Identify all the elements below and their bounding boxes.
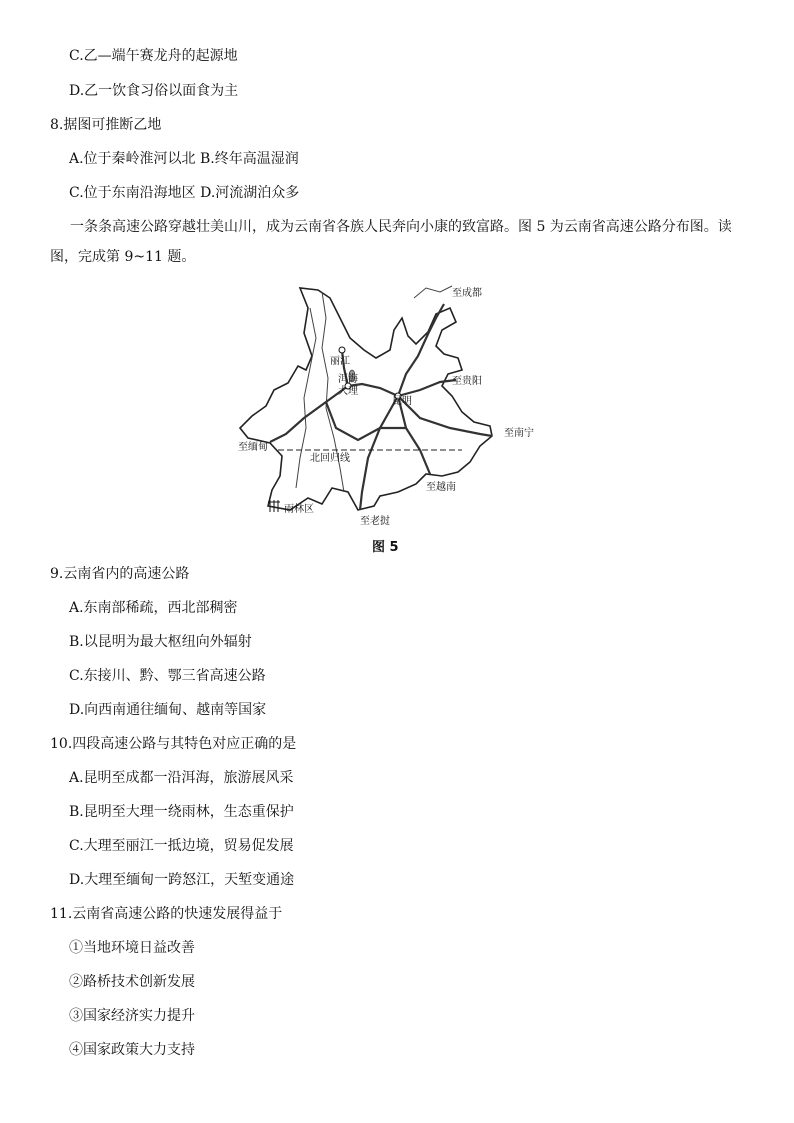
- label-chengdu: 至成都: [452, 288, 482, 299]
- q8-options-ab: A.位于秦岭淮河以北 B.终年高温湿润: [69, 151, 299, 167]
- rainforest-icon: [268, 500, 280, 512]
- q10-option-d: D.大理至缅甸一跨怒江，天堑变通途: [69, 872, 295, 888]
- intro-paragraph: 一条条高速公路穿越壮美山川，成为云南省各族人民奔向小康的致富路。图 5 为云南省高速公路分布图。读图，完成第 9~11 题。: [50, 219, 732, 265]
- q10-option-c: C.大理至丽江一抵边境，贸易促发展: [69, 838, 294, 854]
- q11-stem: 11.云南省高速公路的快速发展得益于: [50, 906, 283, 922]
- q11-item-1: ①当地环境日益改善: [69, 940, 195, 956]
- label-laos: 至老挝: [360, 516, 390, 527]
- river-line: [414, 286, 452, 298]
- q9-option-a: A.东南部稀疏，西北部稠密: [69, 600, 238, 616]
- yunnan-highway-map: [230, 278, 534, 527]
- highway-kunming-guiyang: [398, 380, 456, 396]
- q7-option-c: C.乙—端午赛龙舟的起源地: [69, 48, 238, 64]
- q10-stem: 10.四段高速公路与其特色对应正确的是: [50, 736, 297, 752]
- label-guiyang: 至贵阳: [452, 376, 482, 387]
- label-erhai: 洱海: [338, 374, 358, 385]
- highway-kunming-vietnam: [398, 396, 430, 474]
- lijiang-marker: [339, 347, 345, 353]
- q9-option-d: D.向西南通往缅甸、越南等国家: [69, 702, 267, 718]
- label-dali: 大理: [338, 386, 358, 397]
- q11-item-3: ③国家经济实力提升: [69, 1008, 195, 1024]
- q10-option-b: B.昆明至大理一绕雨林，生态重保护: [69, 804, 294, 820]
- label-vietnam: 至越南: [426, 482, 456, 493]
- label-tropic: 北回归线: [310, 453, 350, 464]
- q8-stem: 8.据图可推断乙地: [50, 117, 162, 133]
- highway-kunming-nanning: [398, 396, 492, 436]
- q7-option-d: D.乙一饮食习俗以面食为主: [69, 83, 239, 99]
- q9-option-b: B.以昆明为最大枢纽向外辐射: [69, 634, 252, 650]
- figure-caption: 图 5: [372, 540, 399, 555]
- highway-loop: [326, 402, 406, 440]
- q9-option-c: C.东接川、黔、鄂三省高速公路: [69, 668, 266, 684]
- label-lijiang: 丽江: [330, 356, 350, 367]
- q10-option-a: A.昆明至成都一沿洱海，旅游展风采: [69, 770, 294, 786]
- label-nanning: 至南宁: [504, 428, 534, 439]
- q8-options-cd: C.位于东南沿海地区 D.河流湖泊众多: [69, 185, 300, 201]
- label-myanmar: 至缅甸: [238, 442, 268, 453]
- province-outline: [240, 288, 492, 510]
- highway-dali-myanmar: [270, 386, 348, 442]
- label-kunming: 昆明: [392, 396, 412, 407]
- label-rainforest: 雨林区: [284, 504, 314, 515]
- q9-stem: 9.云南省内的高速公路: [50, 566, 190, 582]
- q11-item-4: ④国家政策大力支持: [69, 1042, 195, 1058]
- q11-item-2: ②路桥技术创新发展: [69, 974, 195, 990]
